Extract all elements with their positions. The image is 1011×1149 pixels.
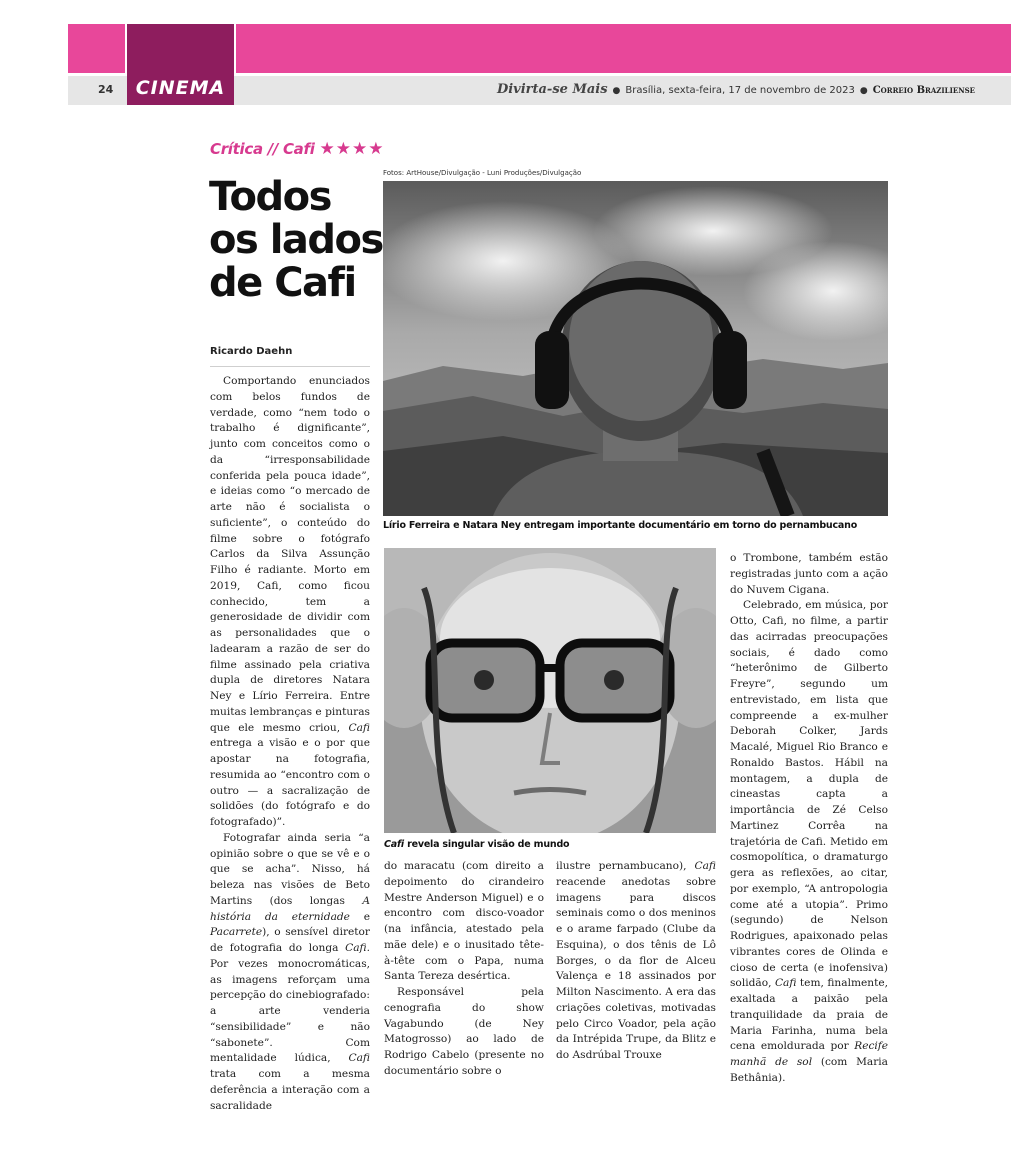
byline-divider <box>210 366 370 367</box>
text-run: Comportando enunciados com belos fundos de verdade, como “nem todo o trabalho é dignificante”, junto com conceitos como o da “irresponsabilidade conferida pela pouca idade”, e ideias como “o mercado de arte não é socialista o suficiente”, o conteúdo do filme sobre o fotógrafo Carlos da Silva Assunção Filho é radiante. Morto em 2019, Cafi, como ficou conhecido, tem a generosidade de dividir com as personalidades que o ladearam a razão de ser do filme assinado pela criativa dupla de diretores Natara Ney e Lírio Ferreira. Entre muitas lembranças e pinturas que ele mesmo criou, <box>210 375 370 734</box>
article-column-2 <box>384 859 544 1080</box>
paragraph <box>210 374 370 831</box>
second-photo <box>384 548 716 833</box>
film-title: Cafi <box>345 942 367 954</box>
dateline-text: Brasília, sexta-feira, 17 de novembro de 2023 <box>625 85 855 96</box>
caption-text: revela singular visão de mundo <box>403 839 570 850</box>
text-run: . Por vezes monocromáticas, as imagens reforçam uma percepção do cinebiografado: a arte venderia “sensibilidade” e não “sabonete”. Com mentalidade lúdica, <box>210 942 370 1065</box>
film-title: Pacarrete <box>210 926 263 939</box>
film-title: A história da eternidade <box>210 894 370 923</box>
film-title: Cafi <box>774 977 797 990</box>
rating-stars-icon: ★★★★ <box>319 139 385 159</box>
headphones-landscape-image <box>383 181 888 516</box>
paragraph <box>556 859 716 1064</box>
article-column-1 <box>210 374 370 1114</box>
main-photo-caption: Lírio Ferreira e Natara Ney entregam importante documentário em torno do pernambucano <box>383 520 858 531</box>
article-column-4 <box>730 551 888 1087</box>
article-column-3 <box>556 859 716 1064</box>
text-run: e <box>349 910 370 923</box>
paragraph <box>210 831 370 1115</box>
film-title: Cafi <box>348 721 370 734</box>
text-run: ilustre pernambucano), <box>556 860 695 872</box>
kicker-text: Crítica // Cafi <box>210 140 315 158</box>
text-run: entrega a visão e o por que apostar na fotografia, resumida ao “encontro com o outro — a sacralização de solidões (do fotógrafo e do fotografado)”. <box>210 737 370 828</box>
paragraph <box>730 598 888 1086</box>
text-run: tem, finalmente, exaltada a paixão pela tranquilidade da praia de Maria Farinha, numa bela cena emoldurada por <box>730 977 888 1053</box>
header-dateline <box>497 82 975 97</box>
text-run: reacende anedotas sobre imagens para discos seminais como o dos meninos e o arame farpado (Clube da Esquina), o dos tênis de Lô Borges, o da flor de Alceu Valença e 18 assinados por Milton Nascimento. A era das criações coletivas, motivadas pelo Circo Voador, pela ação da Intrépida Trupe, da Blitz e do Asdrúbal Trouxe <box>556 875 716 1061</box>
paragraph: do maracatu (com direito a depoimento do cirandeiro Mestre Anderson Miguel) e o encontro com disco-voador (na infância, atestado pela mãe dele) e o inusitado tête-à-tête com o Papa, numa Santa Tereza desértica. <box>384 860 544 983</box>
section-label: CINEMA <box>135 77 226 99</box>
film-title: Recife manhã de sol <box>730 1040 888 1068</box>
text-run: Fotografar ainda seria “a opinião sobre o que se vê e o que se acha”. Nisso, há beleza nas visões de Beto Martins (dos longas <box>210 831 370 907</box>
portrait-glasses-image <box>384 548 716 833</box>
film-title: Cafi <box>694 860 716 872</box>
byline: Ricardo Daehn <box>210 346 293 357</box>
separator-dot: ● <box>859 86 868 96</box>
separator-dot: ● <box>612 86 621 96</box>
text-run: trata com a mesma deferência a interação com a sacralidade <box>210 1068 370 1112</box>
photo-credit: Fotos: ArtHouse/Divulgação - Luni Produções/Divulgação <box>383 169 582 177</box>
second-photo-caption <box>384 839 569 850</box>
newspaper-name: Correio Braziliense <box>872 85 975 96</box>
header-accent-right <box>236 24 1011 73</box>
main-photo <box>383 181 888 516</box>
text-run: (com Maria Bethânia). <box>730 1056 888 1084</box>
supplement-name: Divirta-se Mais <box>496 82 608 97</box>
article-headline: Todos os lados de Cafi <box>209 174 383 306</box>
header-accent-left <box>68 24 125 73</box>
caption-film-title: Cafi <box>384 839 404 850</box>
film-title: Cafi <box>348 1052 370 1065</box>
text-run: Celebrado, em música, por Otto, Cafi, no filme, a partir das acirradas preocupações sociais, é dado como “heterônimo de Gilberto Freyre”, segundo um entrevistado, em lista que compreende a ex-mulher Deborah Colker, Jards Macalé, Miguel Rio Branco e Ronaldo Bastos. Hábil na montagem, a dupla de cineastas capta a importância de Zé Celso Martinez Corrêa na trajetória de Cafi. Metido em cosmopolítica, o dramaturgo gera as reflexões, ao citar, por exemplo, “A antropologia come até a utopia”. Primo (segundo) de Nelson Rodrigues, apaixonado pelas vibrantes cores de Olinda e cioso de certa (e inofensiva) solidão, <box>730 599 888 990</box>
page-number: 24 <box>98 83 114 96</box>
paragraph: Responsável pela cenografia do show Vagabundo (de Ney Matogrosso) ao lado de Rodrigo Cabelo (presente no documentário sobre o <box>384 986 544 1077</box>
paragraph: o Trombone, também estão registradas junto com a ação do Nuvem Cigana. <box>730 552 888 596</box>
article-kicker <box>210 139 384 159</box>
text-run: ), o sensível diretor de fotografia do longa <box>210 926 370 954</box>
